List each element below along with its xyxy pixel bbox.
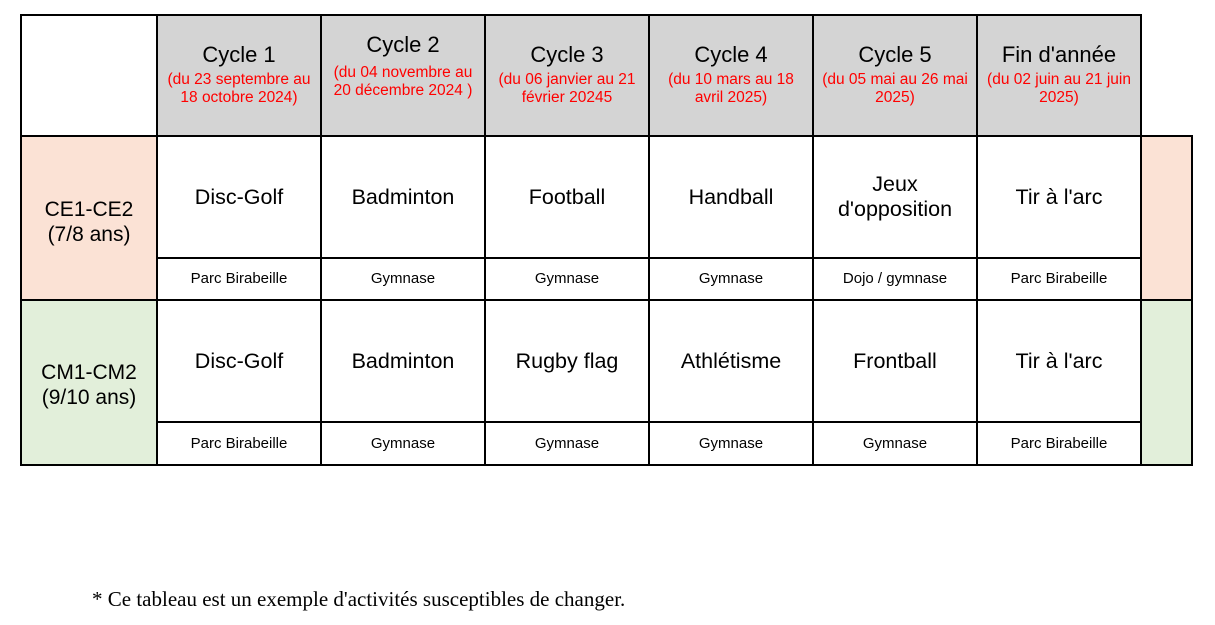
activity-name: Disc-Golf [194,184,284,209]
place-name: Parc Birabeille [1010,434,1108,452]
activity-name: Badminton [351,184,455,209]
header-cycle-5 [812,14,978,137]
activity-cell [320,299,486,423]
place-name: Parc Birabeille [190,270,288,287]
place-cell [812,257,978,301]
header-cycle-2 [320,14,486,137]
place-cell [976,257,1142,301]
activity-name: Badminton [351,348,455,373]
activity-cell [648,135,814,259]
header-dates: (du 10 mars au 18 avril 2025) [668,71,794,106]
row-group: CM1-CM2 [41,360,137,384]
activity-name: Frontball [853,348,937,373]
activity-cell [156,135,322,259]
place-cell [648,257,814,301]
activity-name: Football [528,184,606,209]
place-name: Gymnase [698,434,764,452]
side-color-cell [1140,299,1193,466]
place-name: Gymnase [698,270,764,287]
activity-cell [812,299,978,423]
activity-cell [976,135,1142,259]
side-color-cell [1140,135,1193,301]
header-title: Fin d'année [1001,42,1117,67]
activity-name: Rugby flag [515,348,619,373]
activity-cell [812,135,978,259]
place-name: Gymnase [370,434,436,452]
header-title: Cycle 2 [366,32,440,57]
header-dates: (du 04 novembre au 20 décembre 2024 ) [333,64,473,99]
activity-cell [320,135,486,259]
activity-name: Tir à l'arc [1015,184,1103,209]
activity-name: Tir à l'arc [1015,348,1103,373]
header-cycle-3 [484,14,650,137]
place-cell [976,421,1142,466]
activity-cell [484,299,650,423]
activity-cell [976,299,1142,423]
header-title: Cycle 1 [202,42,276,67]
row-age: (9/10 ans) [41,385,137,409]
place-cell [484,257,650,301]
place-name: Gymnase [534,434,600,452]
footnote: * Ce tableau est un exemple d'activités susceptibles de changer. [92,587,626,611]
header-dates: (du 02 juin au 21 juin 2025) [987,71,1131,106]
row-age: (7/8 ans) [47,223,131,246]
place-cell [156,421,322,466]
place-cell [320,257,486,301]
row-label-cm1-cm2 [20,299,158,466]
activity-cell [484,135,650,259]
place-name: Parc Birabeille [1010,270,1108,287]
header-dates: (du 05 mai au 26 mai 2025) [822,71,968,106]
place-cell [320,421,486,466]
corner-cell [20,14,158,137]
row-group: CE1-CE2 [44,198,134,221]
header-fin-annee [976,14,1142,137]
activity-name: Jeux d'opposition [837,172,953,221]
header-title: Cycle 4 [694,42,768,67]
header-title: Cycle 3 [530,42,604,67]
activity-name: Athlétisme [680,348,782,373]
header-title: Cycle 5 [858,42,932,67]
place-cell [484,421,650,466]
header-dates: (du 06 janvier au 21 février 20245 [498,71,636,106]
activity-cell [156,299,322,423]
place-name: Gymnase [862,434,928,452]
header-cycle-4 [648,14,814,137]
place-cell [812,421,978,466]
header-cycle-1 [156,14,322,137]
activity-name: Disc-Golf [194,348,284,373]
place-name: Gymnase [370,270,436,287]
header-dates: (du 23 septembre au 18 octobre 2024) [167,71,311,106]
place-name: Dojo / gymnase [842,270,948,287]
place-name: Gymnase [534,270,600,287]
place-cell [648,421,814,466]
activity-cell [648,299,814,423]
row-label-ce1-ce2 [20,135,158,301]
place-cell [156,257,322,301]
activity-name: Handball [688,184,774,209]
place-name: Parc Birabeille [190,434,288,452]
